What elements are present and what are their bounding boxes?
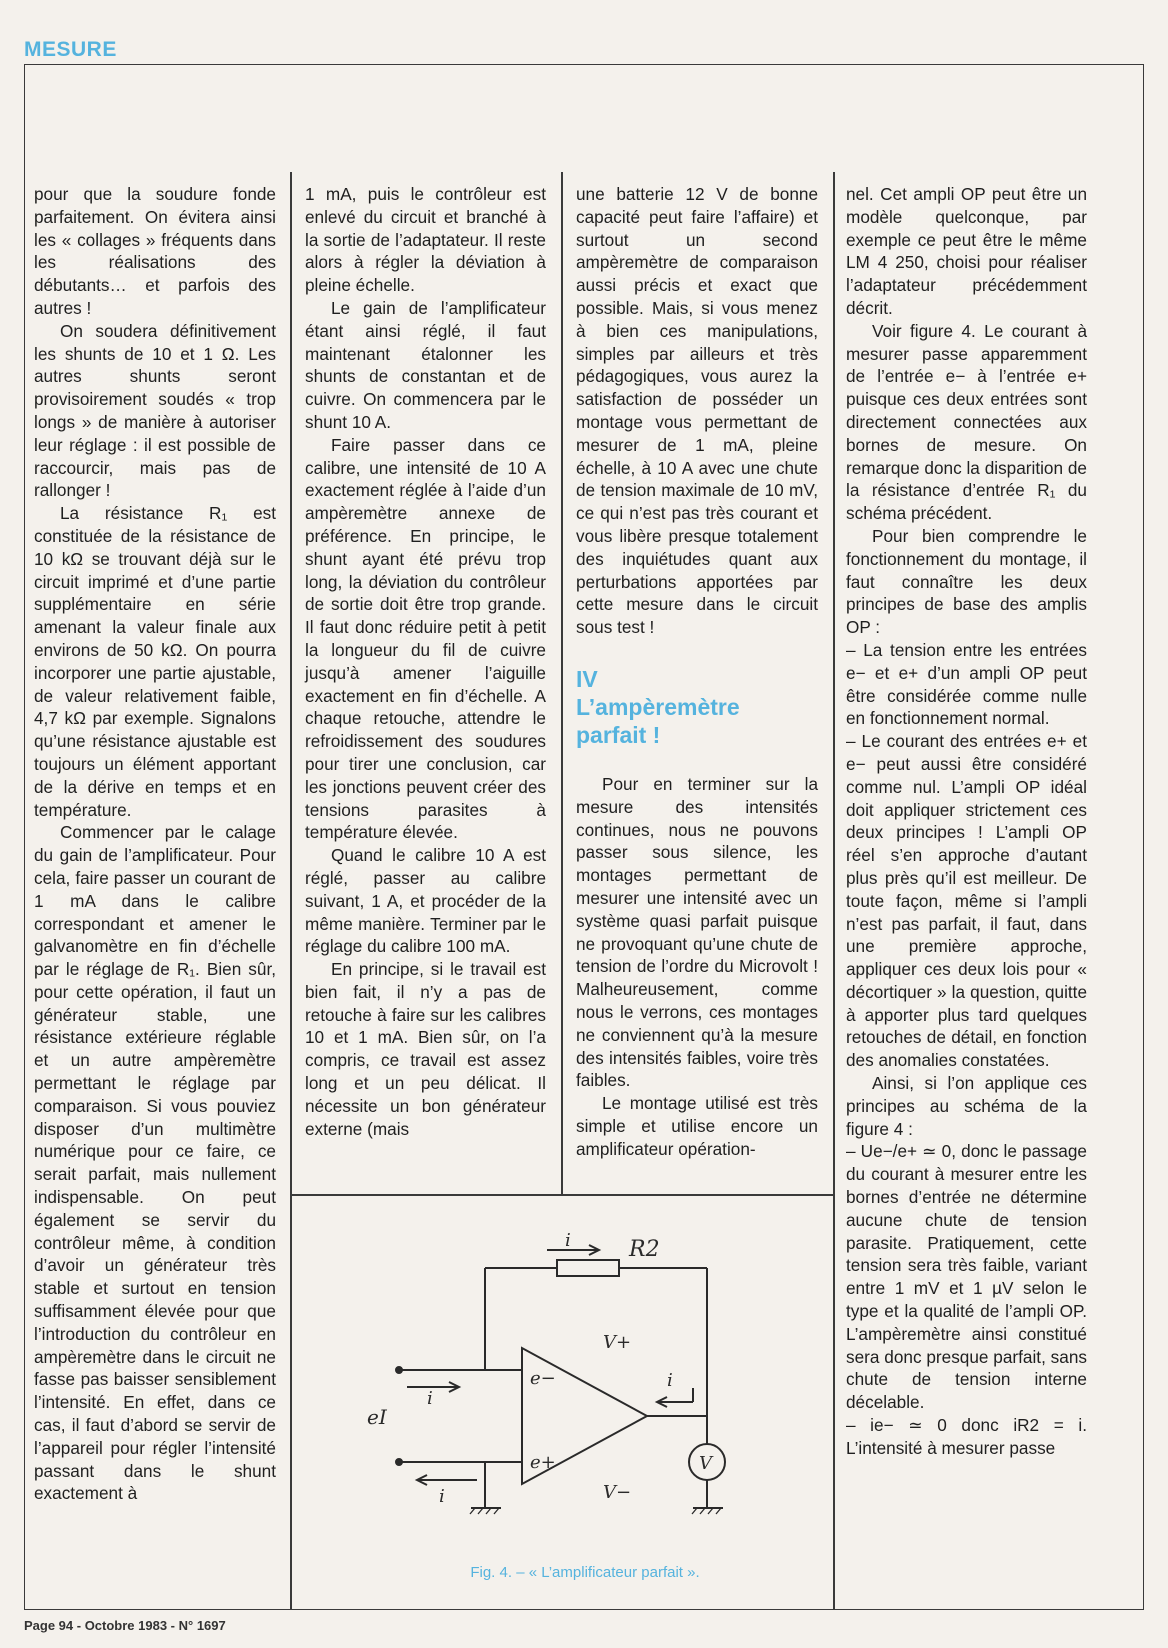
paragraph: Ainsi, si l’on applique ces principes au schéma de la figure 4 : [846, 1073, 1087, 1139]
label-input-voltage: eI [367, 1405, 387, 1429]
label-vminus: V− [603, 1482, 632, 1503]
section-heading [576, 665, 818, 749]
paragraph: pour que la soudure fonde parfaitement. On évitera ainsi les « collages » fréquents dans les réalisations des débutants… et parfois des autres ! [34, 184, 276, 318]
list-item: – ie− ≃ 0 donc iR2 = i. L’intensité à mesurer passe [846, 1415, 1087, 1458]
paragraph: On soudera définitivement les shunts de 10 et 1 Ω. Les autres shunts seront provisoirement soudés « trop longs » de manière à autoriser leur réglage : il est possible de raccourcir, mais pas de rallonger ! [34, 320, 276, 501]
paragraph: En principe, si le travail est bien fait, il n’y a pas de retouche à faire sur les calibres 10 et 1 mA. Bien sûr, on l’a compris, ce travail est assez long et un peu délicat. Il nécessite un bon générateur externe (mais [305, 959, 546, 1139]
paragraph: Pour en terminer sur la mesure des intensités continues, nous ne pouvons passer sous silence, les montages permettant de mesurer une intensité avec un système quasi parfait puisque ne provoquant qu’une chute de tension de l’ordre du Microvolt ! Malheureusement, comme nous le verrons, ces montages ne conviennent qu’à la mesure des intensités faibles, voire très faibles. [576, 773, 818, 1091]
circuit-diagram [307, 1230, 863, 1562]
label-current-top: i [565, 1230, 571, 1251]
figure-top-rule [290, 1194, 833, 1196]
list-item: – Le courant des entrées e+ et e− peut aussi être considéré comme nul. L’ampli OP idéal doit appliquer strictement ces deux principes ! L’ampli OP réel s’en approche d’autant plus près qu’il est meilleur. De toute façon, même si l’ampli n’est pas parfait, il faut, dans une première approche, appliquer ces deux lois pour « décortiquer » la question, quitte à apporter plus tard quelques retouches de détail, en fonction des anomalies constatées. [846, 731, 1087, 1071]
column-rule-1 [290, 172, 292, 1610]
paragraph: Commencer par le calage du gain de l’amplificateur. Pour cela, faire passer un courant de 1 mA dans le calibre correspondant et amener le galvanomètre en fin d’échelle par le réglage de R₁. Bien sûr, pour cette opération, il faut un générateur stable, une résistance extérieure réglable et un autre ampèremètre permettant le réglage par comparaison. Si vous pouviez disposer d’un multimètre numérique pour ce faire, ce serait parfait, mais nullement indispensable. On peut également se servir du contrôleur même, à condition d’avoir un générateur très stable et surtout en tension suffisamment élevée pour que l’introduction du contrôleur en ampèremètre dans le circuit ne fasse pas baisser sensiblement l’intensité. En effet, dans ce cas, il faut d’abord se servir de l’appareil pour régler l’intensité passant dans le shunt exactement à [34, 822, 276, 1504]
text-column-1 [34, 183, 276, 1505]
paragraph: Quand le calibre 10 A est réglé, passer au calibre suivant, 1 A, et procéder de la même manière. Terminer par le réglage du calibre 100 mA. [305, 845, 546, 957]
section-number: IV [576, 665, 598, 692]
label-resistor-r2: R2 [629, 1237, 660, 1262]
paragraph: Pour bien comprendre le fonctionnement du montage, il faut connaître les deux principes de base des amplis OP : [846, 525, 1087, 638]
text-column-3 [576, 183, 818, 1160]
section-title-line-2: parfait ! [576, 721, 661, 748]
label-meter: V [699, 1453, 712, 1474]
label-input-current: i [427, 1388, 433, 1409]
label-return-current: i [439, 1486, 445, 1507]
label-vplus: V+ [603, 1332, 632, 1353]
label-output-current: i [667, 1370, 673, 1391]
text-column-2 [305, 183, 546, 1140]
resistor-r2-symbol [557, 1260, 619, 1276]
paragraph: nel. Cet ampli OP peut être un modèle quelconque, par exemple ce peut être le même LM 4 250, choisi pour réaliser l’adaptateur précédemment décrit. [846, 184, 1087, 318]
paragraph: La résistance R₁ est constituée de la résistance de 10 kΩ se trouvant déjà sur le circuit imprimé et d’une partie supplémentaire en série amenant la valeur finale aux environs de 50 kΩ. On pourra incorporer une partie ajustable, de valeur relativement faible, 4,7 kΩ par exemple. Signalons qu’une résistance ajustable est toujours un élément apportant de la dérive en temps et en température. [34, 503, 276, 820]
paragraph: Le gain de l’amplificateur étant ainsi réglé, il faut maintenant étalonner les shunts de constantan et de cuivre. On commencera par le shunt 10 A. [305, 297, 546, 432]
page-footer: Page 94 - Octobre 1983 - N° 1697 [24, 1618, 226, 1633]
label-inverting-input: e− [530, 1368, 556, 1389]
paragraph: 1 mA, puis le contrôleur est enlevé du circuit et branché à la sortie de l’adaptateur. Il reste alors à régler la déviation à pleine échelle. [305, 184, 546, 296]
figure-4 [307, 1230, 863, 1598]
paragraph: Faire passer dans ce calibre, une intensité de 10 A exactement réglée à l’aide d’un ampèremètre annexe de préférence. En principe, le shunt ayant été prévu trop long, la déviation du contrôleur de sortie doit être trop grande. Il faut donc réduire petit à petit la longueur du fil de cuivre jusqu’à amener l’aiguille exactement en fin d’échelle. A chaque retouche, attendre le refroidissement des soudures pour tirer une conclusion, car les jonctions peuvent créer des tensions parasites à température élevée. [305, 434, 546, 843]
paragraph: Voir figure 4. Le courant à mesurer passe apparemment de l’entrée e− à l’entrée e+ puisque ces deux entrées sont directement connectées aux bornes de mesure. On remarque donc la disparition de la résistance d’entrée R₁ du schéma précédent. [846, 320, 1087, 524]
paragraph: une batterie 12 V de bonne capacité peut faire l’affaire) et surtout un second ampèremètre de comparaison aussi précis et exact que possible. Mais, si vous menez à bien ces manipulations, simples par ailleurs et très pédagogiques, vous aurez la satisfaction de posséder un montage vous permettant de mesurer de 1 mA, pleine échelle, à 10 A avec une chute de tension maximale de 10 mV, ce qui n’est pas très courant et vous libère presque totalement des inquiétudes quant aux perturbations apportées par cette mesure dans le circuit sous test ! [576, 184, 818, 638]
text-column-4 [846, 183, 1087, 1460]
section-title-line-1: L’ampèremètre [576, 693, 740, 720]
label-non-inverting-input: e+ [530, 1452, 556, 1473]
input-terminal-minus [396, 1367, 402, 1373]
input-terminal-plus [396, 1459, 402, 1465]
list-item: – La tension entre les entrées e− et e+ d’un ampli OP peut être considérée comme nulle en fonctionnement normal. [846, 639, 1087, 729]
list-item: – Ue−/e+ ≃ 0, donc le passage du courant à mesurer entre les bornes d’entrée ne détermine aucune chute de tension parasite. Pratiquement, cette tension sera très faible, variant entre 1 mV et 1 µV selon le type et la qualité de l’ampli OP. L’ampèremètre ainsi constitué sera donc presque parfait, sans chute de tension interne décelable. [846, 1141, 1087, 1413]
paragraph: Le montage utilisé est très simple et utilise encore un amplificateur opération- [576, 1093, 818, 1159]
column-rule-2 [561, 172, 563, 1194]
figure-caption: Fig. 4. – « L’amplificateur parfait ». [470, 1564, 700, 1581]
section-label: MESURE [24, 38, 117, 61]
